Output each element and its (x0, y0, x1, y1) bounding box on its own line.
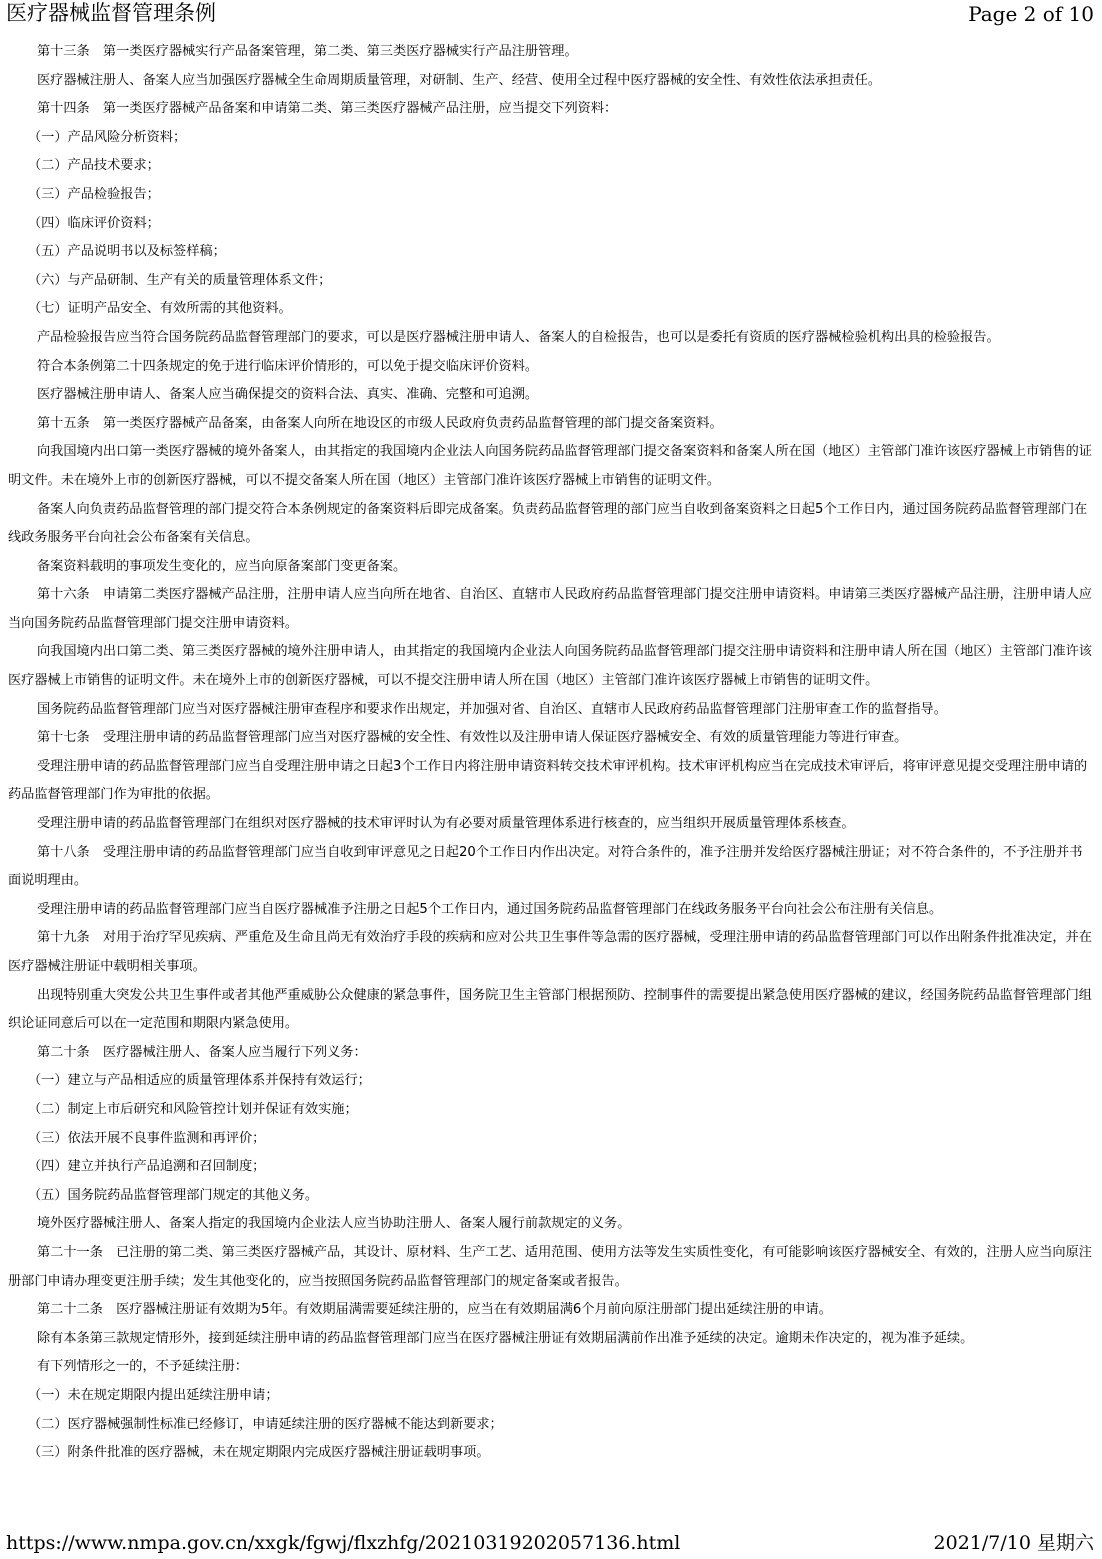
paragraph: 产品检验报告应当符合国务院药品监督管理部门的要求，可以是医疗器械注册申请人、备案人的自检报告，也可以是委托有资质的医疗器械检验机构出具的检验报告。 (37, 329, 1000, 345)
paragraph: 受理注册申请的药品监督管理部门在组织对医疗器械的技术审评时认为有必要对质量管理体系进行核查的，应当组织开展质量管理体系核查。 (37, 816, 855, 832)
paragraph: 第十六条 申请第二类医疗器械产品注册，注册申请人应当向所在地省、自治区、直辖市人民政府药品监督管理部门提交注册申请资料。申请第三类医疗器械产品注册，注册申请人应当向国务院药品监督管理部门提交注册申请资料。 (8, 587, 1092, 631)
paragraph: 向我国境内出口第一类医疗器械的境外备案人，由其指定的我国境内企业法人向国务院药品监督管理部门提交备案资料和备案人所在国（地区）主管部门准许该医疗器械上市销售的证明文件。未在境外上市的创新医疗器械，可以不提交备案人所在国（地区）主管部门准许该医疗器械上市销售的证明文件。 (8, 444, 1092, 488)
list-item: （四）临床评价资料； (28, 215, 160, 231)
list-item: （二）产品技术要求； (28, 158, 160, 174)
paragraph: 境外医疗器械注册人、备案人指定的我国境内企业法人应当协助注册人、备案人履行前款规定的义务。 (37, 1216, 631, 1232)
list-item: （三）产品检验报告； (28, 186, 160, 202)
list-item: （五）国务院药品监督管理部门规定的其他义务。 (28, 1187, 319, 1203)
list-item: （一）未在规定期限内提出延续注册申请； (28, 1387, 279, 1403)
list-item: （二）制定上市后研究和风险管控计划并保证有效实施； (28, 1101, 358, 1117)
print-date: 2021/7/10 星期六 (933, 1532, 1094, 1554)
document-body (8, 38, 1095, 1468)
paragraph: 第十七条 受理注册申请的药品监督管理部门应当对医疗器械的安全性、有效性以及注册申请人保证医疗器械安全、有效的质量管理能力等进行审查。 (37, 730, 908, 746)
list-item: （三）附条件批准的医疗器械，未在规定期限内完成医疗器械注册证载明事项。 (28, 1445, 490, 1461)
list-item: （四）建立并执行产品追溯和召回制度； (28, 1159, 266, 1175)
paragraph: 出现特别重大突发公共卫生事件或者其他严重威胁公众健康的紧急事件，国务院卫生主管部门根据预防、控制事件的需要提出紧急使用医疗器械的建议，经国务院药品监督管理部门组织论证同意后可以在一定范围和期限内紧急使用。 (8, 987, 1092, 1032)
list-item: （三）依法开展不良事件监测和再评价； (28, 1130, 266, 1146)
paragraph: 国务院药品监督管理部门应当对医疗器械注册审查程序和要求作出规定，并加强对省、自治区、直辖市人民政府药品监督管理部门注册审查工作的监督指导。 (37, 701, 947, 717)
paragraph: 第十三条 第一类医疗器械实行产品备案管理，第二类、第三类医疗器械实行产品注册管理。 (37, 44, 578, 59)
paragraph: 备案人向负责药品监督管理的部门提交符合本条例规定的备案资料后即完成备案。负责药品监督管理的部门应当自收到备案资料之日起5个工作日内，通过国务院药品监督管理部门在线政务服务平台向社会公布备案有关信息。 (8, 501, 1088, 546)
paragraph: 第十九条 对用于治疗罕见疾病、严重危及生命且尚无有效治疗手段的疾病和应对公共卫生事件等急需的医疗器械，受理注册申请的药品监督管理部门可以作出附条件批准决定，并在医疗器械注册证中载明相关事项。 (8, 930, 1092, 974)
paragraph: 备案资料载明的事项发生变化的，应当向原备案部门变更备案。 (37, 558, 407, 574)
paragraph: 医疗器械注册人、备案人应当加强医疗器械全生命周期质量管理，对研制、生产、经营、使用全过程中医疗器械的安全性、有效性依法承担责任。 (37, 72, 881, 88)
list-item: （七）证明产品安全、有效所需的其他资料。 (28, 301, 292, 317)
list-item: （一）建立与产品相适应的质量管理体系并保持有效运行； (28, 1073, 371, 1089)
source-url: https://www.nmpa.gov.cn/xxgk/fgwj/flxzhfg/20210319202057136.html (6, 1532, 681, 1554)
paragraph: 第十八条 受理注册申请的药品监督管理部门应当自收到审评意见之日起20个工作日内作出决定。对符合条件的，准予注册并发给医疗器械注册证；对不符合条件的，不予注册并书面说明理由。 (8, 844, 1083, 889)
list-item: （二）医疗器械强制性标准已经修订，申请延续注册的医疗器械不能达到新要求； (28, 1416, 503, 1432)
paragraph: 第十五条 第一类医疗器械产品备案，由备案人向所在地设区的市级人民政府负责药品监督管理的部门提交备案资料。 (37, 415, 723, 431)
list-item: （一）产品风险分析资料； (28, 129, 187, 145)
paragraph: 受理注册申请的药品监督管理部门应当自医疗器械准予注册之日起5个工作日内，通过国务院药品监督管理部门在线政务服务平台向社会公布注册有关信息。 (37, 901, 943, 917)
document-title: 医疗器械监督管理条例 (6, 1, 216, 25)
paragraph: 符合本条例第二十四条规定的免于进行临床评价情形的，可以免于提交临床评价资料。 (37, 358, 539, 374)
paragraph: 有下列情形之一的，不予延续注册： (37, 1359, 248, 1375)
paragraph: 医疗器械注册申请人、备案人应当确保提交的资料合法、真实、准确、完整和可追溯。 (37, 387, 539, 403)
page-footer (6, 1529, 1094, 1557)
list-item: （五）产品说明书以及标签样稿； (28, 244, 226, 260)
page-header (6, 0, 1094, 26)
paragraph: 第二十二条 医疗器械注册证有效期为5年。有效期届满需要延续注册的，应当在有效期届满6个月前向原注册部门提出延续注册的申请。 (37, 1302, 832, 1318)
paragraph: 受理注册申请的药品监督管理部门应当自受理注册申请之日起3个工作日内将注册申请资料转交技术审评机构。技术审评机构应当在完成技术审评后，将审评意见提交受理注册申请的药品监督管理部门作为审批的依据。 (8, 758, 1088, 803)
paragraph: 第二十一条 已注册的第二类、第三类医疗器械产品，其设计、原材料、生产工艺、适用范围、使用方法等发生实质性变化，有可能影响该医疗器械安全、有效的，注册人应当向原注册部门申请办理变更注册手续；发生其他变化的，应当按照国务院药品监督管理部门的规定备案或者报告。 (8, 1244, 1092, 1289)
list-item: （六）与产品研制、生产有关的质量管理体系文件； (28, 272, 332, 288)
paragraph: 第十四条 第一类医疗器械产品备案和申请第二类、第三类医疗器械产品注册，应当提交下列资料： (37, 101, 618, 117)
paragraph: 除有本条第三款规定情形外，接到延续注册申请的药品监督管理部门应当在医疗器械注册证有效期届满前作出准予延续的决定。逾期未作决定的，视为准予延续。 (37, 1330, 974, 1346)
paragraph: 向我国境内出口第二类、第三类医疗器械的境外注册申请人，由其指定的我国境内企业法人向国务院药品监督管理部门提交注册申请资料和注册申请人所在国（地区）主管部门准许该医疗器械上市销售的证明文件。未在境外上市的创新医疗器械，可以不提交注册申请人所在国（地区）主管部门准许该医疗器械上市销售的证明文件。 (8, 644, 1092, 689)
page-number: Page 2 of 10 (968, 2, 1094, 26)
paragraph: 第二十条 医疗器械注册人、备案人应当履行下列义务： (37, 1044, 367, 1060)
